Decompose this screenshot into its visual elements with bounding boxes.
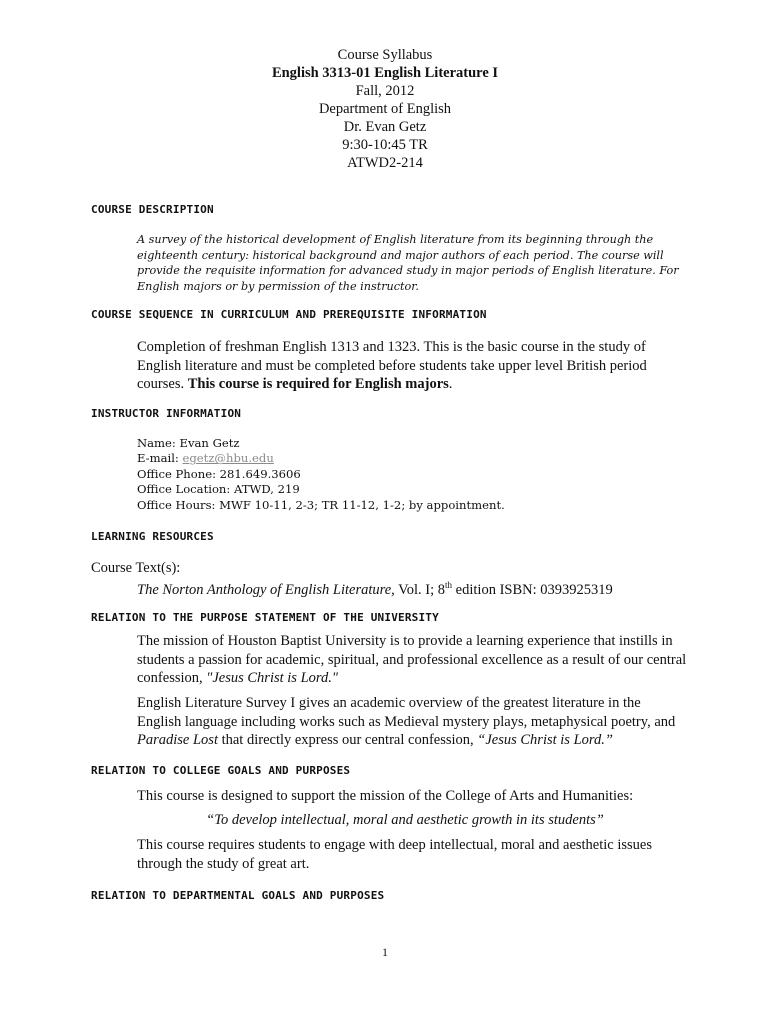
instructor-name-line: Name: Evan Getz [137, 436, 240, 450]
office-location: Office Location: ATWD, 219 [137, 482, 300, 497]
course-sequence-text [137, 338, 687, 394]
syllabus-header [0, 46, 770, 172]
email-link[interactable]: egetz@hbu.edu [182, 451, 274, 466]
instructor-heading: INSTRUCTOR INFORMATION [91, 407, 242, 420]
course-sequence-bold: This course is required for English majors [187, 376, 449, 392]
mission-text: The mission of Houston Baptist University is to provide a learning experience that instills in students a passion for academic, spiritual, and professional excellence as a result of our central confession, [137, 633, 687, 686]
learning-resources-heading: LEARNING RESOURCES [91, 530, 214, 543]
email-label: E-mail: [137, 451, 183, 466]
textbook-title: The Norton Anthology of English Literature, [137, 581, 395, 598]
departmental-goals-heading: RELATION TO DEPARTMENTAL GOALS AND PURPOSES [91, 889, 385, 902]
textbook-isbn: edition ISBN: 0393925319 [452, 581, 613, 598]
office-phone: Office Phone: 281.649.3606 [137, 466, 301, 481]
header-title: Course Syllabus [337, 47, 433, 63]
instructor-email-line [137, 451, 697, 466]
survey-text-b: that directly express our central confession, [217, 732, 478, 748]
textbook-volume: Vol. I; 8 [394, 581, 446, 598]
college-requirement-text: This course requires students to engage with deep intellectual, moral and aesthetic issues through the study of great art. [137, 837, 652, 872]
class-time: 9:30-10:45 TR [342, 137, 428, 153]
english-survey-paragraph [137, 694, 687, 750]
instructor-name: Dr. Evan Getz [343, 119, 427, 135]
mission-confession: "Jesus Christ is Lord." [206, 670, 338, 686]
university-purpose-heading: RELATION TO THE PURPOSE STATEMENT OF THE UNIVERSITY [91, 611, 439, 624]
course-description-heading: COURSE DESCRIPTION [91, 203, 214, 216]
course-sequence-heading: COURSE SEQUENCE IN CURRICULUM AND PREREQUISITE INFORMATION [91, 308, 487, 321]
college-mission-line: This course is designed to support the mission of the College of Arts and Humanities: [137, 788, 634, 804]
course-sequence-plain: Completion of freshman English 1313 and 1323. This is the basic course in the study of English literature and must be completed before students take upper level British period courses. [137, 339, 647, 392]
course-title: English 3313-01 English Literature I [271, 65, 499, 81]
department: Department of English [318, 101, 452, 117]
textbook-edition-sup: th [445, 580, 453, 590]
course-texts-label: Course Text(s): [91, 560, 181, 576]
college-goals-heading: RELATION TO COLLEGE GOALS AND PURPOSES [91, 764, 351, 777]
college-mission-quote: “To develop intellectual, moral and aesthetic growth in its students” [206, 812, 604, 828]
paradise-lost-title: Paradise Lost [137, 732, 218, 748]
course-textbook [137, 576, 613, 599]
university-mission-paragraph [137, 632, 687, 688]
survey-text-a: English Literature Survey I gives an academic overview of the greatest literature in the English language including works such as Medieval mystery plays, metaphysical poetry, and [137, 695, 676, 730]
classroom: ATWD2-214 [347, 155, 423, 171]
office-hours: Office Hours: MWF 10-11, 2-3; TR 11-12, 1-2; by appointment. [137, 497, 505, 512]
page-number: 1 [382, 945, 388, 959]
semester: Fall, 2012 [355, 83, 415, 99]
course-sequence-end: . [448, 376, 453, 392]
course-description-text: A survey of the historical development of English literature from its beginning through the eighteenth century: historical background and major authors of each period. The course will provide the requisite information for advanced study in major periods of English literature. For English majors or by permission of the instructor. [137, 233, 679, 293]
instructor-info [137, 436, 697, 513]
survey-confession: “Jesus Christ is Lord.” [477, 732, 613, 748]
